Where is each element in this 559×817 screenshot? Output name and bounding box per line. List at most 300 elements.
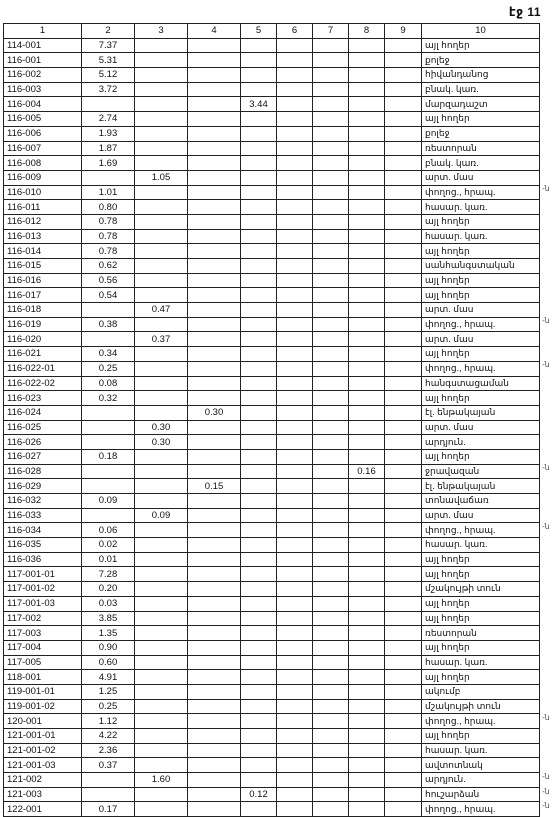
area-value-cell xyxy=(313,214,349,229)
area-value-cell xyxy=(241,229,277,244)
area-value-cell xyxy=(188,773,241,788)
area-value-cell xyxy=(241,141,277,156)
area-value-cell xyxy=(135,112,188,127)
area-value-cell xyxy=(241,464,277,479)
area-value-cell xyxy=(188,376,241,391)
area-value-cell xyxy=(241,170,277,185)
table-row xyxy=(4,582,540,597)
land-use-cell: տոնավաճառ xyxy=(422,494,540,509)
area-value-cell: 0.03 xyxy=(82,596,135,611)
table-row xyxy=(4,626,540,641)
table-row xyxy=(4,552,540,567)
area-value-cell: 0.32 xyxy=(82,391,135,406)
area-value-cell xyxy=(313,376,349,391)
area-value-cell xyxy=(313,552,349,567)
area-value-cell xyxy=(135,391,188,406)
area-value-cell xyxy=(277,670,313,685)
area-value-cell xyxy=(277,758,313,773)
parcel-code-cell: 121-003 xyxy=(4,787,82,802)
area-value-cell xyxy=(385,626,422,641)
area-value-cell xyxy=(277,552,313,567)
land-use-cell: հասար. կառ. xyxy=(422,229,540,244)
area-value-cell xyxy=(385,494,422,509)
land-use-cell: այլ հողեր xyxy=(422,273,540,288)
area-value-cell xyxy=(135,449,188,464)
area-value-cell xyxy=(349,773,385,788)
area-value-cell xyxy=(349,156,385,171)
area-value-cell xyxy=(313,787,349,802)
area-value-cell xyxy=(188,420,241,435)
table-row xyxy=(4,596,540,611)
land-use-cell: ջրավազան xyxy=(422,464,540,479)
margin-mark: -ն xyxy=(542,184,550,193)
area-value-cell: 3.44 xyxy=(241,97,277,112)
area-value-cell xyxy=(313,567,349,582)
table-row xyxy=(4,332,540,347)
area-value-cell xyxy=(349,317,385,332)
land-use-cell: այլ հողեր xyxy=(422,670,540,685)
area-value-cell xyxy=(277,538,313,553)
column-header: 5 xyxy=(241,24,277,39)
table-row xyxy=(4,420,540,435)
area-value-cell xyxy=(188,347,241,362)
area-value-cell xyxy=(241,332,277,347)
area-value-cell: 0.37 xyxy=(82,758,135,773)
area-value-cell xyxy=(349,743,385,758)
area-value-cell xyxy=(241,449,277,464)
area-value-cell xyxy=(241,773,277,788)
parcel-code-cell: 122-001 xyxy=(4,802,82,817)
area-value-cell xyxy=(241,684,277,699)
table-row xyxy=(4,170,540,185)
area-value-cell xyxy=(188,596,241,611)
land-use-cell: այլ հողեր xyxy=(422,640,540,655)
table-row xyxy=(4,200,540,215)
area-value-cell xyxy=(349,582,385,597)
area-value-cell xyxy=(349,244,385,259)
area-value-cell xyxy=(241,200,277,215)
land-use-cell: այլ հողեր xyxy=(422,112,540,127)
area-value-cell xyxy=(241,743,277,758)
area-value-cell xyxy=(188,758,241,773)
column-header: 10 xyxy=(422,24,540,39)
area-value-cell xyxy=(135,567,188,582)
area-value-cell: 4.22 xyxy=(82,729,135,744)
area-value-cell xyxy=(135,347,188,362)
area-value-cell xyxy=(188,670,241,685)
parcel-code-cell: 116-028 xyxy=(4,464,82,479)
area-value-cell xyxy=(277,288,313,303)
land-use-cell: հասար. կառ. xyxy=(422,655,540,670)
area-value-cell xyxy=(277,435,313,450)
parcel-code-cell: 116-015 xyxy=(4,259,82,274)
area-value-cell: 0.16 xyxy=(349,464,385,479)
area-value-cell xyxy=(188,684,241,699)
area-value-cell: 0.25 xyxy=(82,361,135,376)
area-value-cell xyxy=(277,464,313,479)
area-value-cell xyxy=(82,405,135,420)
area-value-cell xyxy=(188,552,241,567)
area-value-cell xyxy=(277,626,313,641)
area-value-cell xyxy=(241,156,277,171)
area-value-cell xyxy=(385,332,422,347)
area-value-cell xyxy=(277,170,313,185)
area-value-cell xyxy=(135,538,188,553)
area-value-cell xyxy=(188,743,241,758)
area-value-cell xyxy=(135,640,188,655)
area-value-cell xyxy=(241,259,277,274)
area-value-cell xyxy=(313,596,349,611)
area-value-cell: 0.54 xyxy=(82,288,135,303)
area-value-cell xyxy=(135,288,188,303)
parcel-code-cell: 116-011 xyxy=(4,200,82,215)
parcel-code-cell: 116-013 xyxy=(4,229,82,244)
parcel-code-cell: 116-007 xyxy=(4,141,82,156)
area-value-cell xyxy=(385,68,422,83)
area-value-cell xyxy=(313,449,349,464)
area-value-cell xyxy=(349,729,385,744)
area-value-cell xyxy=(385,567,422,582)
area-value-cell xyxy=(277,347,313,362)
table-row xyxy=(4,303,540,318)
land-use-cell: հասար. կառ. xyxy=(422,538,540,553)
area-value-cell: 0.37 xyxy=(135,332,188,347)
area-value-cell: 0.60 xyxy=(82,655,135,670)
area-value-cell xyxy=(313,743,349,758)
area-value-cell xyxy=(385,743,422,758)
area-value-cell xyxy=(313,655,349,670)
area-value-cell xyxy=(135,787,188,802)
area-value-cell xyxy=(349,141,385,156)
table-row xyxy=(4,787,540,802)
area-value-cell xyxy=(82,170,135,185)
table-row xyxy=(4,229,540,244)
area-value-cell xyxy=(188,259,241,274)
parcel-code-cell: 116-008 xyxy=(4,156,82,171)
area-value-cell xyxy=(135,200,188,215)
land-use-cell: այլ հողեր xyxy=(422,596,540,611)
column-header: 9 xyxy=(385,24,422,39)
table-row xyxy=(4,435,540,450)
land-use-cell: քոլեջ xyxy=(422,126,540,141)
land-use-cell: արտ. մաս xyxy=(422,170,540,185)
area-value-cell xyxy=(313,640,349,655)
area-value-cell xyxy=(277,244,313,259)
parcel-code-cell: 116-022-02 xyxy=(4,376,82,391)
parcel-code-cell: 116-019 xyxy=(4,317,82,332)
area-value-cell: 1.01 xyxy=(82,185,135,200)
area-value-cell xyxy=(277,743,313,758)
table-row xyxy=(4,538,540,553)
area-value-cell xyxy=(313,244,349,259)
area-value-cell xyxy=(277,449,313,464)
parcel-code-cell: 116-027 xyxy=(4,449,82,464)
area-value-cell xyxy=(313,97,349,112)
area-value-cell xyxy=(188,567,241,582)
table-row xyxy=(4,405,540,420)
table-row xyxy=(4,317,540,332)
area-value-cell xyxy=(313,68,349,83)
area-value-cell xyxy=(188,214,241,229)
area-value-cell xyxy=(385,655,422,670)
area-value-cell xyxy=(135,494,188,509)
area-value-cell xyxy=(385,699,422,714)
area-value-cell xyxy=(135,244,188,259)
margin-mark: -ն xyxy=(542,360,550,370)
area-value-cell xyxy=(241,508,277,523)
area-value-cell xyxy=(277,273,313,288)
area-value-cell xyxy=(385,405,422,420)
table-row xyxy=(4,464,540,479)
area-value-cell xyxy=(277,405,313,420)
table-row xyxy=(4,126,540,141)
area-value-cell xyxy=(349,200,385,215)
parcel-code-cell: 116-022-01 xyxy=(4,361,82,376)
area-value-cell xyxy=(277,68,313,83)
area-value-cell xyxy=(135,758,188,773)
area-value-cell xyxy=(385,141,422,156)
area-value-cell xyxy=(313,170,349,185)
area-value-cell xyxy=(188,170,241,185)
area-value-cell xyxy=(385,684,422,699)
area-value-cell xyxy=(349,376,385,391)
area-value-cell: 2.36 xyxy=(82,743,135,758)
land-use-cell: հիվանդանոց xyxy=(422,68,540,83)
area-value-cell xyxy=(313,185,349,200)
area-value-cell xyxy=(188,787,241,802)
area-value-cell xyxy=(313,611,349,626)
area-value-cell xyxy=(385,170,422,185)
area-value-cell xyxy=(277,332,313,347)
parcel-code-cell: 116-023 xyxy=(4,391,82,406)
area-value-cell xyxy=(188,508,241,523)
area-value-cell xyxy=(313,347,349,362)
parcel-code-cell: 117-005 xyxy=(4,655,82,670)
area-value-cell xyxy=(188,714,241,729)
area-value-cell xyxy=(385,464,422,479)
area-value-cell xyxy=(385,273,422,288)
land-use-cell: հասար. կառ. xyxy=(422,200,540,215)
area-value-cell xyxy=(82,479,135,494)
area-value-cell xyxy=(349,391,385,406)
table-row xyxy=(4,773,540,788)
area-value-cell xyxy=(385,376,422,391)
area-value-cell xyxy=(188,112,241,127)
area-value-cell xyxy=(241,640,277,655)
area-value-cell xyxy=(277,303,313,318)
area-value-cell: 0.38 xyxy=(82,317,135,332)
land-use-cell: մշակույթի տուն xyxy=(422,699,540,714)
area-value-cell xyxy=(313,684,349,699)
area-value-cell xyxy=(313,229,349,244)
area-value-cell xyxy=(313,126,349,141)
area-value-cell xyxy=(188,582,241,597)
area-value-cell xyxy=(277,596,313,611)
area-value-cell xyxy=(188,38,241,53)
area-value-cell xyxy=(241,244,277,259)
area-value-cell xyxy=(277,361,313,376)
area-value-cell: 4.91 xyxy=(82,670,135,685)
area-value-cell xyxy=(135,156,188,171)
table-row xyxy=(4,376,540,391)
area-value-cell xyxy=(241,361,277,376)
area-value-cell xyxy=(385,38,422,53)
area-value-cell: 0.09 xyxy=(135,508,188,523)
area-value-cell xyxy=(241,317,277,332)
land-use-cell: այլ հողեր xyxy=(422,611,540,626)
land-use-cell: մարզադաշտ xyxy=(422,97,540,112)
area-value-cell xyxy=(241,435,277,450)
area-value-cell xyxy=(385,435,422,450)
area-value-cell xyxy=(241,479,277,494)
area-value-cell: 3.72 xyxy=(82,82,135,97)
area-value-cell xyxy=(82,435,135,450)
parcel-code-cell: 117-001-02 xyxy=(4,582,82,597)
area-value-cell xyxy=(188,464,241,479)
area-value-cell xyxy=(313,303,349,318)
area-value-cell xyxy=(188,523,241,538)
area-value-cell xyxy=(241,655,277,670)
area-value-cell xyxy=(313,112,349,127)
land-use-cell: արտ. մաս xyxy=(422,303,540,318)
area-value-cell xyxy=(385,112,422,127)
area-value-cell xyxy=(349,552,385,567)
parcel-code-cell: 120-001 xyxy=(4,714,82,729)
area-value-cell: 0.09 xyxy=(82,494,135,509)
land-use-cell: բնակ. կառ. xyxy=(422,156,540,171)
parcel-code-cell: 116-018 xyxy=(4,303,82,318)
area-value-cell xyxy=(241,273,277,288)
parcel-code-cell: 116-002 xyxy=(4,68,82,83)
area-value-cell xyxy=(241,303,277,318)
area-value-cell xyxy=(241,802,277,817)
area-value-cell xyxy=(241,68,277,83)
table-row xyxy=(4,347,540,362)
area-value-cell xyxy=(82,420,135,435)
parcel-code-cell: 116-001 xyxy=(4,53,82,68)
area-value-cell xyxy=(277,141,313,156)
area-value-cell: 0.17 xyxy=(82,802,135,817)
area-value-cell xyxy=(385,773,422,788)
area-value-cell xyxy=(241,729,277,744)
area-value-cell xyxy=(241,38,277,53)
area-value-cell xyxy=(385,97,422,112)
area-value-cell xyxy=(385,53,422,68)
area-value-cell xyxy=(241,420,277,435)
area-value-cell xyxy=(277,376,313,391)
area-value-cell xyxy=(349,508,385,523)
area-value-cell xyxy=(349,97,385,112)
area-value-cell xyxy=(241,538,277,553)
area-value-cell xyxy=(277,684,313,699)
area-value-cell: 0.30 xyxy=(188,405,241,420)
area-value-cell xyxy=(188,611,241,626)
area-value-cell xyxy=(277,185,313,200)
area-value-cell xyxy=(349,53,385,68)
table-row xyxy=(4,611,540,626)
land-use-cell: հուշարձան xyxy=(422,787,540,802)
area-value-cell xyxy=(313,82,349,97)
area-value-cell: 0.78 xyxy=(82,229,135,244)
area-value-cell xyxy=(188,97,241,112)
area-value-cell: 0.18 xyxy=(82,449,135,464)
area-value-cell xyxy=(385,244,422,259)
area-value-cell xyxy=(188,185,241,200)
area-value-cell: 5.31 xyxy=(82,53,135,68)
area-value-cell xyxy=(135,376,188,391)
area-value-cell xyxy=(313,523,349,538)
table-row xyxy=(4,361,540,376)
table-row xyxy=(4,82,540,97)
land-use-cell: փողոց., հրապ. xyxy=(422,802,540,817)
area-value-cell xyxy=(82,97,135,112)
area-value-cell xyxy=(241,552,277,567)
table-row xyxy=(4,112,540,127)
parcel-code-cell: 116-017 xyxy=(4,288,82,303)
area-value-cell xyxy=(277,802,313,817)
area-value-cell xyxy=(188,244,241,259)
land-use-cell: փողոց., հրապ. xyxy=(422,714,540,729)
area-value-cell xyxy=(188,200,241,215)
table-row xyxy=(4,802,540,817)
land-use-cell: փողոց., հրապ. xyxy=(422,185,540,200)
area-value-cell xyxy=(241,567,277,582)
table-row xyxy=(4,141,540,156)
area-value-cell xyxy=(277,773,313,788)
area-value-cell xyxy=(277,567,313,582)
area-value-cell xyxy=(385,347,422,362)
land-use-cell: այլ հողեր xyxy=(422,449,540,464)
parcel-code-cell: 117-002 xyxy=(4,611,82,626)
area-value-cell: 1.12 xyxy=(82,714,135,729)
area-value-cell xyxy=(349,699,385,714)
area-value-cell xyxy=(241,582,277,597)
area-value-cell xyxy=(135,53,188,68)
table-row xyxy=(4,259,540,274)
parcel-code-cell: 116-014 xyxy=(4,244,82,259)
area-value-cell xyxy=(188,68,241,83)
area-value-cell xyxy=(241,214,277,229)
area-value-cell xyxy=(277,729,313,744)
parcel-code-cell: 116-009 xyxy=(4,170,82,185)
table-row xyxy=(4,655,540,670)
area-value-cell xyxy=(135,611,188,626)
area-value-cell xyxy=(277,259,313,274)
area-value-cell xyxy=(241,405,277,420)
area-value-cell: 0.30 xyxy=(135,420,188,435)
area-value-cell xyxy=(82,787,135,802)
area-value-cell xyxy=(135,141,188,156)
area-value-cell xyxy=(135,185,188,200)
area-value-cell xyxy=(349,611,385,626)
parcel-code-cell: 116-006 xyxy=(4,126,82,141)
area-value-cell xyxy=(349,332,385,347)
land-use-cell: ավտոտնակ xyxy=(422,758,540,773)
table-row xyxy=(4,758,540,773)
land-use-cell: ակումբ xyxy=(422,684,540,699)
area-value-cell xyxy=(277,611,313,626)
parcel-code-cell: 116-035 xyxy=(4,538,82,553)
area-value-cell xyxy=(349,640,385,655)
parcel-code-cell: 121-001-01 xyxy=(4,729,82,744)
parcel-code-cell: 116-036 xyxy=(4,552,82,567)
area-value-cell xyxy=(188,229,241,244)
parcel-code-cell: 116-029 xyxy=(4,479,82,494)
area-value-cell xyxy=(241,523,277,538)
area-value-cell xyxy=(385,802,422,817)
area-value-cell: 0.20 xyxy=(82,582,135,597)
area-value-cell xyxy=(188,332,241,347)
